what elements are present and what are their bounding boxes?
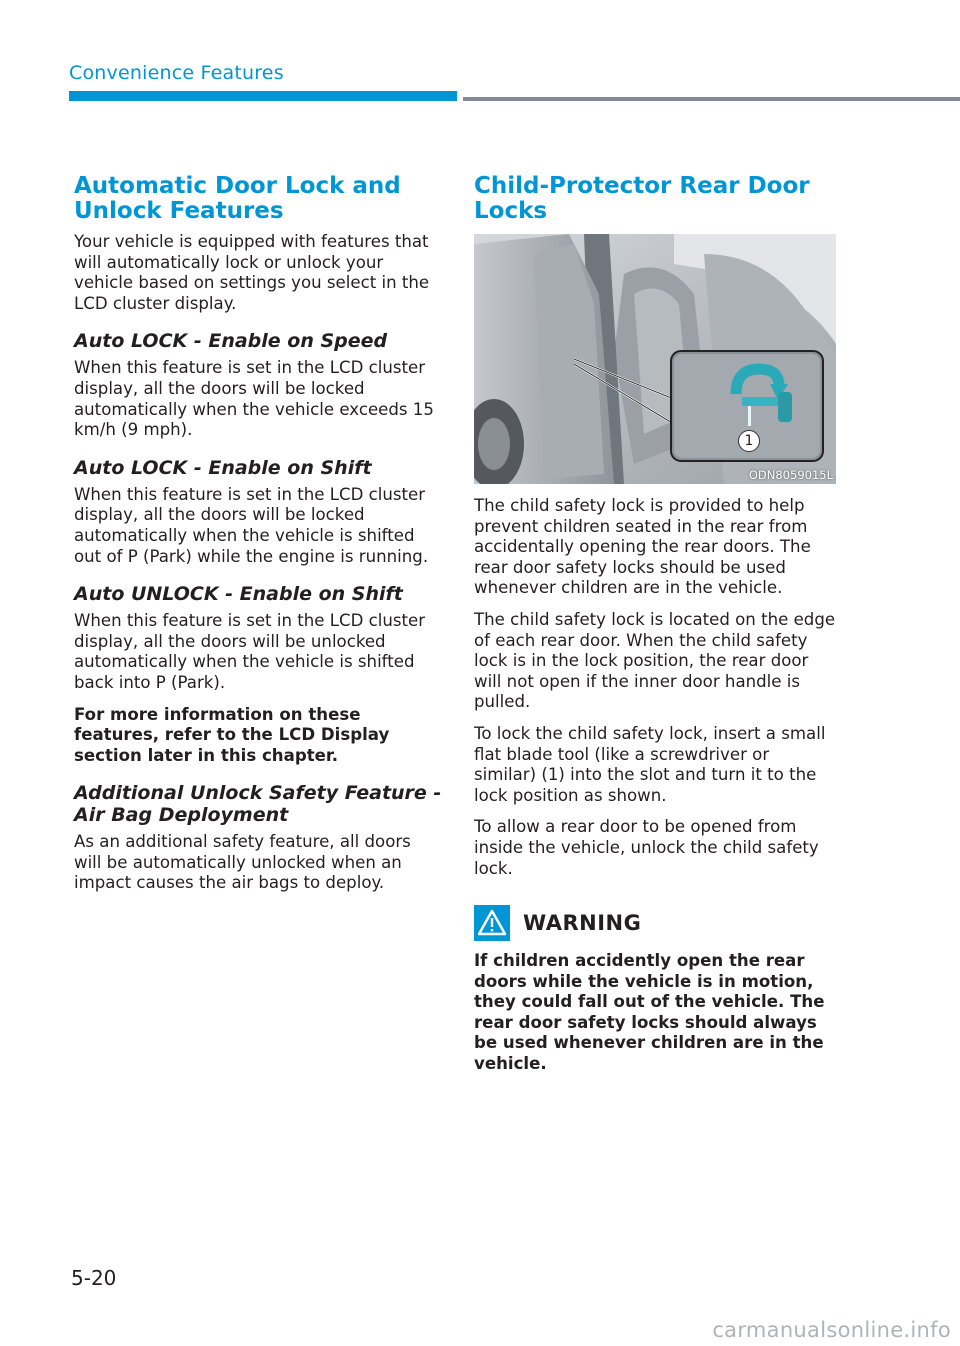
warning-header xyxy=(474,905,836,941)
warning-text: If children accidently open the rear doors while the vehicle is in motion, they could fall out of the vehicle. The rear door safety locks should always be used whenever children are in the vehicle. xyxy=(474,951,825,1074)
section-header: Convenience Features xyxy=(69,62,284,84)
airbag-unlock-title: Additional Unlock Safety Feature - Air Bag Deployment xyxy=(74,782,442,827)
figure-code: ODN8059015L xyxy=(748,468,833,482)
airbag-unlock-text: As an additional safety feature, all doors will be automatically unlocked when an impact causes the air bags to deploy. xyxy=(74,832,411,893)
warning-triangle-icon xyxy=(474,905,510,941)
left-column xyxy=(74,174,442,905)
enable-on-speed-text: When this feature is set in the LCD cluster display, all the doors will be locked automatically when the vehicle exceeds 15 km/h (9 mph). xyxy=(74,358,434,440)
header-rule-gray xyxy=(463,97,960,101)
callout-number-1: 1 xyxy=(738,430,760,452)
header-rule-blue xyxy=(69,91,457,101)
warning-label: WARNING xyxy=(523,911,642,936)
child-lock-how-to-unlock: To allow a rear door to be opened from inside the vehicle, unlock the child safety lock. xyxy=(474,817,819,878)
more-info-note: For more information on these features, refer to the LCD Display section later in this chapter. xyxy=(74,704,390,765)
enable-on-speed-title: Auto LOCK - Enable on Speed xyxy=(74,330,388,353)
auto-lock-section-title: Automatic Door Lock and Unlock Features xyxy=(74,173,401,224)
enable-on-shift-title: Auto LOCK - Enable on Shift xyxy=(74,456,372,479)
child-lock-location: The child safety lock is located on the edge of each rear door. When the child safety lock is in the lock position, the rear door will not open if the inner door handle is pulled. xyxy=(474,609,836,712)
auto-lock-intro: Your vehicle is equipped with features that will automatically lock or unlock your vehicle based on settings you select in the LCD cluster display. xyxy=(74,232,430,313)
rear-door-illustration xyxy=(474,234,836,484)
child-lock-purpose: The child safety lock is provided to help prevent children seated in the rear from accidentally opening the rear doors. The rear door safety locks should be used whenever children are in the vehicle. xyxy=(474,496,811,598)
page-number: 5-20 xyxy=(71,1266,117,1290)
child-lock-figure xyxy=(474,234,836,484)
unlock-on-shift-title: Auto UNLOCK - Enable on Shift xyxy=(74,583,403,606)
right-column xyxy=(474,174,836,1075)
enable-on-shift-text: When this feature is set in the LCD cluster display, all the doors will be locked automatically when the vehicle is shifted out of P (Park) while the engine is running. xyxy=(74,484,429,566)
child-lock-section-title: Child-Protector Rear Door Locks xyxy=(474,173,810,224)
child-lock-how-to-lock: To lock the child safety lock, insert a small flat blade tool (like a screwdriver or similar) (1) into the slot and turn it to the lock position as shown. xyxy=(474,723,826,805)
unlock-on-shift-text: When this feature is set in the LCD cluster display, all the doors will be unlocked automatically when the vehicle is shifted back into P (Park). xyxy=(74,611,426,692)
watermark: carmanualsonline.info xyxy=(712,1318,951,1342)
